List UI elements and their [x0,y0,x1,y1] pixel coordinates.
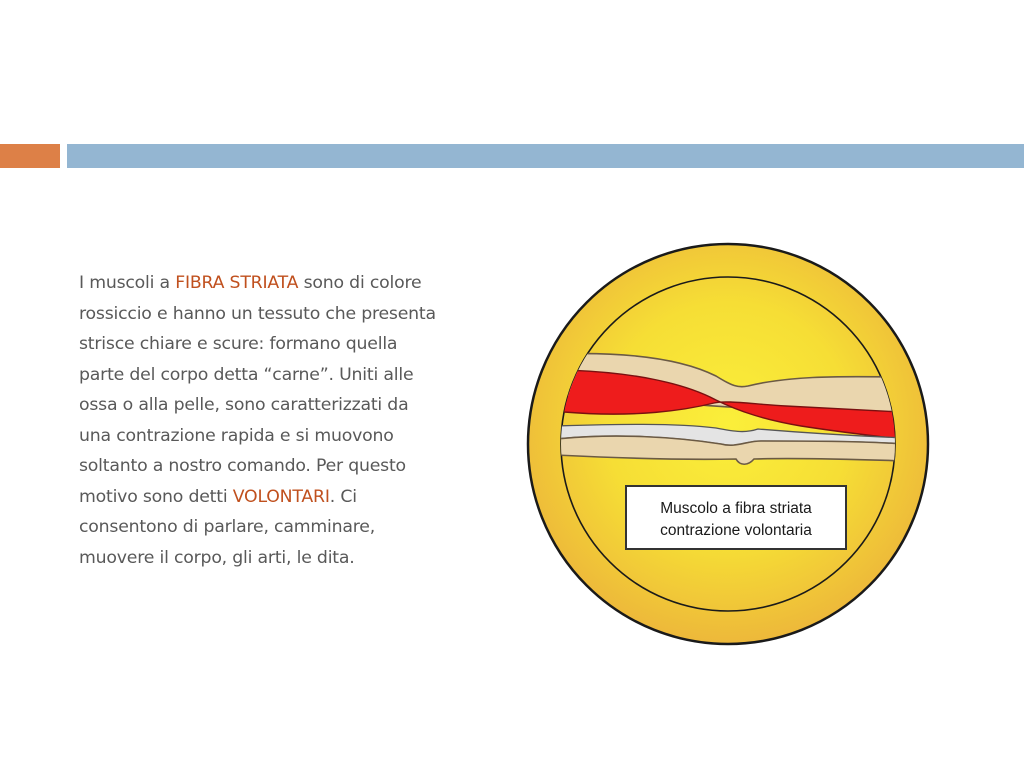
body-paragraph [79,268,439,573]
muscle-illustration [526,236,946,652]
caption-box [626,486,846,549]
title-bar [67,144,1024,168]
caption-line-1: Muscolo a fibra striata [660,500,812,517]
paragraph-text-2: sono di colore rossiccio e hanno un tessuto che presenta strisce chiare e scure: formano quella parte del corpo detta “carne”. Uniti alle ossa o alla pelle, sono caratterizzati da una contrazione rapida e si muovono soltanto a nostro comando. Per questo motivo sono detti [79,273,436,507]
paragraph-text-1: I muscoli a [79,273,176,293]
caption-line-2: contrazione volontaria [660,522,812,539]
accent-bar [0,144,60,168]
paragraph-text-3: . Ci consentono di parlare, camminare, muovere il corpo, gli arti, le dita. [79,486,375,568]
highlight-volontari: VOLONTARI [232,486,330,507]
muscle-diagram-svg [526,236,946,652]
highlight-fibra-striata: FIBRA STRIATA [175,273,299,293]
